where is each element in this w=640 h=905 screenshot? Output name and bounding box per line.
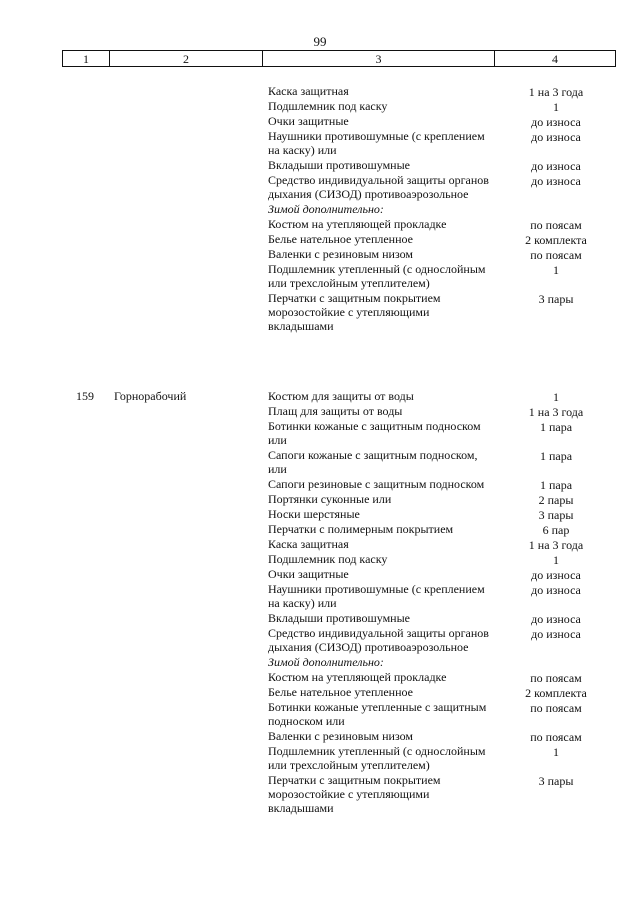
ppe-item-norm: до износа (531, 174, 581, 188)
ppe-item-row (0, 700, 640, 729)
ppe-item-name: Перчатки с защитным покрытием морозостойкие с утепляющими вкладышами (268, 291, 441, 333)
ppe-item-row (0, 404, 640, 419)
ppe-item-norm: до износа (531, 130, 581, 144)
ppe-item-row (0, 173, 640, 202)
ppe-item-norm: 6 пар (542, 523, 570, 537)
ppe-item-name: Перчатки с защитным покрытием морозостойкие с утепляющими вкладышами (268, 773, 441, 815)
ppe-item-row (0, 114, 640, 129)
column-header-4: 4 (495, 51, 616, 67)
ppe-item-name: Подшлемник под каску (268, 552, 388, 566)
ppe-item-name: Вкладыши противошумные (268, 611, 410, 625)
ppe-item-row (0, 232, 640, 247)
ppe-item-norm: по поясам (530, 218, 582, 232)
subheading-text: Зимой дополнительно: (268, 655, 384, 669)
ppe-item-name: Средство индивидуальной защиты органов дыхания (СИЗОД) противоаэрозольное (268, 626, 489, 654)
ppe-item-norm: до износа (531, 583, 581, 597)
row-number: 159 (76, 389, 94, 403)
ppe-item-norm: 2 комплекта (525, 233, 587, 247)
ppe-item-norm: 3 пары (538, 292, 574, 306)
ppe-item-name: Очки защитные (268, 567, 349, 581)
ppe-item-row (0, 84, 640, 99)
ppe-item-norm: до износа (531, 568, 581, 582)
ppe-item-name: Валенки с резиновым низом (268, 247, 414, 261)
ppe-item-norm: 1 (553, 100, 559, 114)
ppe-item-row (0, 773, 640, 816)
ppe-item-norm: 1 пара (539, 420, 573, 434)
ppe-item-name: Плащ для защиты от воды (268, 404, 403, 418)
ppe-item-row (0, 448, 640, 477)
ppe-item-name: Сапоги кожаные с защитным подноском, или (268, 448, 478, 476)
column-header-3: 3 (263, 51, 495, 67)
ppe-item-name: Сапоги резиновые с защитным подноском (268, 477, 485, 491)
ppe-item-norm: 2 комплекта (525, 686, 587, 700)
ppe-item-row (0, 291, 640, 334)
ppe-item-row (0, 537, 640, 552)
ppe-item-row (0, 247, 640, 262)
ppe-item-row (0, 99, 640, 114)
ppe-item-norm: до износа (531, 159, 581, 173)
ppe-item-row (0, 567, 640, 582)
ppe-item-row (0, 552, 640, 567)
ppe-item-row (0, 262, 640, 291)
ppe-item-norm: 1 (553, 390, 559, 404)
ppe-item-norm (496, 202, 616, 217)
ppe-item-row (0, 507, 640, 522)
ppe-item-row (0, 582, 640, 611)
item-list (0, 389, 640, 816)
page-number: 99 (313, 34, 327, 49)
ppe-item-norm: до износа (531, 627, 581, 641)
ppe-item-norm: 1 пара (539, 449, 573, 463)
ppe-item-name: Белье нательное утепленное (268, 232, 413, 246)
ppe-item-norm: 1 на 3 года (528, 85, 584, 99)
occupation-name: Горнорабочий (114, 389, 187, 403)
ppe-item-norm: 1 (553, 745, 559, 759)
ppe-item-norm: по поясам (530, 671, 582, 685)
ppe-item-norm: 1 на 3 года (528, 538, 584, 552)
ppe-item-norm: по поясам (530, 701, 582, 715)
column-header-row (62, 50, 616, 67)
ppe-item-name: Наушники противошумные (с креплением на каску) или (268, 129, 485, 157)
ppe-item-norm: 1 на 3 года (528, 405, 584, 419)
subheading-row (0, 655, 640, 670)
ppe-item-row (0, 729, 640, 744)
ppe-item-name: Наушники противошумные (с креплением на каску) или (268, 582, 485, 610)
ppe-item-row (0, 477, 640, 492)
ppe-item-row (0, 419, 640, 448)
column-header-2: 2 (110, 51, 263, 67)
item-list (0, 84, 640, 334)
ppe-item-row (0, 685, 640, 700)
ppe-item-row (0, 744, 640, 773)
ppe-item-norm: 2 пары (538, 493, 574, 507)
column-header-1: 1 (63, 51, 110, 67)
ppe-item-name: Костюм для защиты от воды (268, 389, 414, 403)
ppe-item-name: Подшлемник под каску (268, 99, 388, 113)
ppe-item-row (0, 492, 640, 507)
ppe-item-name: Костюм на утепляющей прокладке (268, 670, 447, 684)
ppe-item-name: Ботинки кожаные с защитным подноском или (268, 419, 481, 447)
ppe-item-row (0, 670, 640, 685)
ppe-item-name: Очки защитные (268, 114, 349, 128)
ppe-item-row (0, 389, 640, 404)
ppe-item-name: Каска защитная (268, 84, 349, 98)
ppe-item-norm: 3 пары (538, 774, 574, 788)
ppe-item-name: Носки шерстяные (268, 507, 360, 521)
ppe-item-row (0, 611, 640, 626)
ppe-item-name: Каска защитная (268, 537, 349, 551)
ppe-item-row (0, 626, 640, 655)
ppe-item-norm: до износа (531, 612, 581, 626)
ppe-item-row (0, 158, 640, 173)
ppe-item-name: Подшлемник утепленный (с однослойным или трехслойным утеплителем) (268, 744, 486, 772)
ppe-item-norm: 3 пары (538, 508, 574, 522)
ppe-item-row (0, 522, 640, 537)
ppe-item-norm: 1 пара (539, 478, 573, 492)
ppe-item-norm: по поясам (530, 248, 582, 262)
ppe-item-norm: по поясам (530, 730, 582, 744)
ppe-item-row (0, 217, 640, 232)
ppe-item-norm (496, 655, 616, 670)
ppe-item-name: Подшлемник утепленный (с однослойным или трехслойным утеплителем) (268, 262, 486, 290)
subheading-row (0, 202, 640, 217)
ppe-item-norm: 1 (553, 263, 559, 277)
ppe-item-name: Вкладыши противошумные (268, 158, 410, 172)
ppe-item-name: Портянки суконные или (268, 492, 392, 506)
ppe-item-name: Ботинки кожаные утепленные с защитным подноском или (268, 700, 487, 728)
ppe-item-norm: 1 (553, 553, 559, 567)
ppe-item-row (0, 129, 640, 158)
ppe-item-name: Валенки с резиновым низом (268, 729, 414, 743)
ppe-item-norm: до износа (531, 115, 581, 129)
ppe-item-name: Средство индивидуальной защиты органов дыхания (СИЗОД) противоаэрозольное (268, 173, 489, 201)
subheading-text: Зимой дополнительно: (268, 202, 384, 216)
ppe-item-name: Белье нательное утепленное (268, 685, 413, 699)
ppe-item-name: Перчатки с полимерным покрытием (268, 522, 454, 536)
ppe-item-name: Костюм на утепляющей прокладке (268, 217, 447, 231)
